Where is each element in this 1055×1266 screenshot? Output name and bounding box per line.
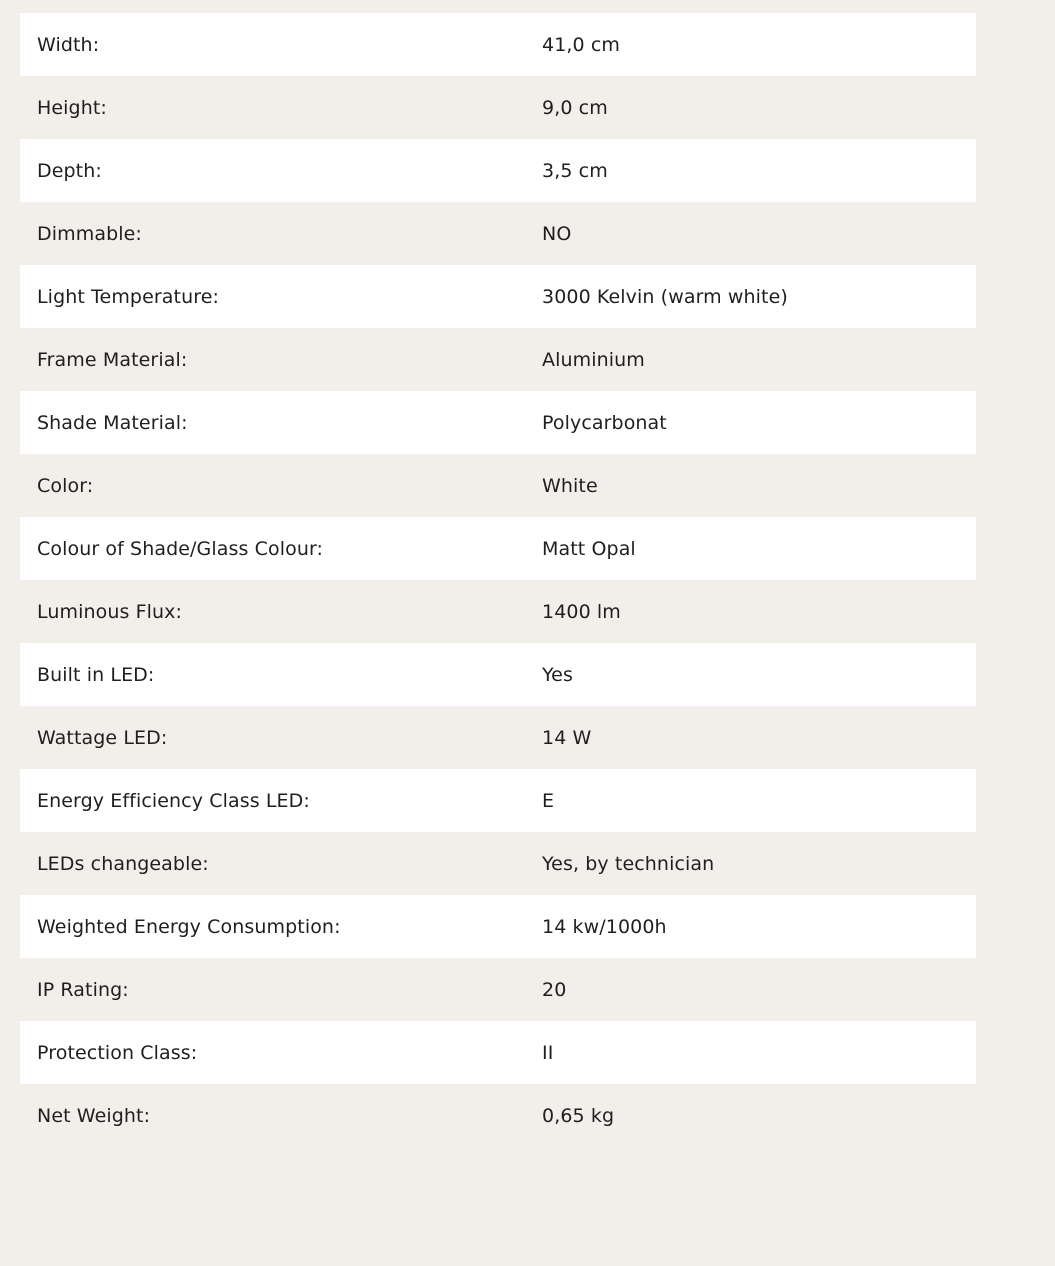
spec-row-energy-efficiency — [20, 769, 976, 832]
spec-row-luminous-flux — [20, 580, 976, 643]
spec-label: Weighted Energy Consumption: — [37, 915, 341, 938]
spec-label: Light Temperature: — [37, 285, 220, 308]
spec-value: Yes, by technician — [542, 852, 715, 875]
spec-label: IP Rating: — [37, 978, 129, 1001]
spec-value: 3000 Kelvin (warm white) — [542, 285, 788, 308]
spec-label: Frame Material: — [37, 348, 188, 371]
spec-label: Net Weight: — [37, 1104, 151, 1127]
spec-value: 3,5 cm — [542, 159, 608, 182]
spec-row-light-temperature — [20, 265, 976, 328]
spec-row-color — [20, 454, 976, 517]
spec-row-shade-colour — [20, 517, 976, 580]
spec-value: Polycarbonat — [542, 411, 667, 434]
specifications-table — [20, 13, 976, 1147]
spec-row-leds-changeable — [20, 832, 976, 895]
spec-value: 0,65 kg — [542, 1104, 615, 1127]
spec-value: 14 W — [542, 726, 592, 749]
spec-value: Matt Opal — [542, 537, 636, 560]
spec-label: Energy Efficiency Class LED: — [37, 789, 310, 812]
spec-row-shade-material — [20, 391, 976, 454]
spec-value: 14 kw/1000h — [542, 915, 667, 938]
spec-row-height — [20, 76, 976, 139]
spec-label: Built in LED: — [37, 663, 155, 686]
spec-row-built-in-led — [20, 643, 976, 706]
spec-value: 9,0 cm — [542, 96, 608, 119]
spec-label: Color: — [37, 474, 94, 497]
spec-label: Protection Class: — [37, 1041, 198, 1064]
spec-value: II — [542, 1041, 554, 1064]
spec-label: Width: — [37, 33, 100, 56]
spec-row-width — [20, 13, 976, 76]
spec-row-ip-rating — [20, 958, 976, 1021]
spec-row-protection-class — [20, 1021, 976, 1084]
spec-row-depth — [20, 139, 976, 202]
spec-label: Colour of Shade/Glass Colour: — [37, 537, 324, 560]
spec-label: Height: — [37, 96, 107, 119]
spec-label: Wattage LED: — [37, 726, 168, 749]
spec-label: Dimmable: — [37, 222, 142, 245]
spec-value: Yes — [542, 663, 573, 686]
spec-value: 41,0 cm — [542, 33, 620, 56]
spec-row-frame-material — [20, 328, 976, 391]
spec-value: 20 — [542, 978, 567, 1001]
spec-row-energy-consumption — [20, 895, 976, 958]
spec-row-wattage-led — [20, 706, 976, 769]
spec-value: White — [542, 474, 598, 497]
spec-value: Aluminium — [542, 348, 645, 371]
spec-label: Shade Material: — [37, 411, 188, 434]
spec-value: E — [542, 789, 555, 812]
spec-value: 1400 lm — [542, 600, 621, 623]
spec-label: Luminous Flux: — [37, 600, 183, 623]
spec-row-dimmable — [20, 202, 976, 265]
spec-row-net-weight — [20, 1084, 976, 1147]
spec-label: Depth: — [37, 159, 102, 182]
spec-value: NO — [542, 222, 572, 245]
spec-label: LEDs changeable: — [37, 852, 209, 875]
